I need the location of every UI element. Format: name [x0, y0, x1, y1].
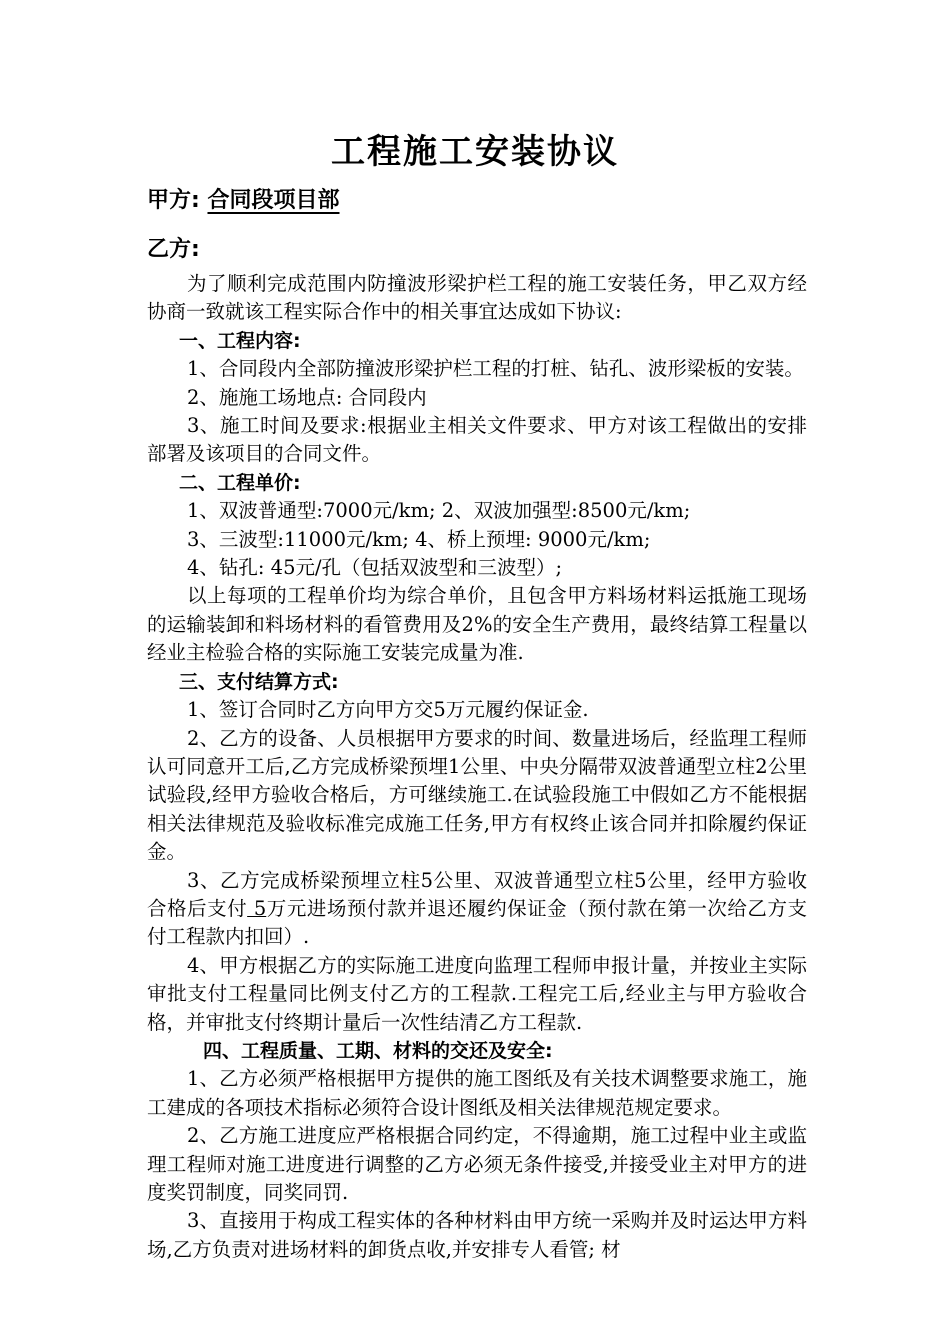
party-b-line — [147, 233, 200, 267]
intro-paragraph: 为了顺利完成范围内防撞波形梁护栏工程的施工安装任务，甲乙双方经协商一致就该工程实际合作中的相关事宜达成如下协议: — [147, 272, 807, 324]
section-2-note: 以上每项的工程单价均为综合单价，且包含甲方料场材料运抵施工现场的运输装卸和料场材料的看管费用及2%的安全生产费用，最终结算工程量以经业主检验合格的实际施工安装完成量为准. — [147, 584, 807, 665]
section-1-item-2: 2、施施工场地点: 合同段内 — [187, 385, 427, 409]
section-2-item-1: 1、双波普通型:7000元/km; 2、双波加强型:8500元/km; — [187, 499, 691, 523]
section-4-item-3: 3、直接用于构成工程实体的各种材料由甲方统一采购并及时运达甲方料场,乙方负责对进场材料的卸货点收,并安排专人看管; 材 — [147, 1209, 807, 1261]
section-2-heading: 二、工程单价: — [179, 471, 301, 494]
section-1-item-1: 1、合同段内全部防撞波形梁护栏工程的打桩、钻孔、波形梁板的安装。 — [187, 357, 804, 381]
section-1-heading: 一、工程内容: — [179, 329, 301, 352]
section-4-heading: 四、工程质量、工期、材料的交还及安全: — [203, 1039, 553, 1062]
contract-body — [147, 270, 807, 1264]
section-4-item-2: 2、乙方施工进度应严格根据合同约定，不得逾期，施工过程中业主或监理工程师对施工进度进行调整的乙方必须无条件接受,并接受业主对甲方的进度奖罚制度，同奖同罚. — [147, 1124, 807, 1204]
document-title: 工程施工安装协议 — [331, 132, 619, 172]
section-3-item-4: 4、甲方根据乙方的实际施工进度向监理工程师申报计量，并按业主实际审批支付工程量同比例支付乙方的工程款.工程完工后,经业主与甲方验收合格，并审批支付终期计量后一次性结清乙方工程款. — [147, 953, 807, 1034]
party-a-line — [147, 184, 368, 218]
party-a-value: 合同段项目部 — [207, 188, 340, 213]
section-2-item-3: 4、钻孔: 45元/孔（包括双波型和三波型）; — [187, 556, 563, 580]
section-1-item-3: 3、施工时间及要求:根据业主相关文件要求、甲方对该工程做出的安排部署及该项目的合同文件。 — [147, 414, 807, 466]
section-3-item-3-end: 万元进场预付款并退还履约保证金（预付款在第一次给乙方支付工程款内扣回）. — [147, 896, 807, 949]
section-3-item-1: 1、签订合同时乙方向甲方交5万元履约保证金. — [187, 698, 589, 722]
section-2-item-2: 3、三波型:11000元/km; 4、桥上预埋: 9000元/km; — [187, 527, 651, 551]
section-3-item-3 — [147, 867, 807, 952]
party-a-label: 甲方: — [147, 188, 200, 213]
section-4-item-1: 1、乙方必须严格根据甲方提供的施工图纸及有关技术调整要求施工，施工建成的各项技术指标必须符合设计图纸及相关法律规范规定要求。 — [147, 1067, 807, 1119]
section-3-item-2: 2、乙方的设备、人员根据甲方要求的时间、数量进场后，经监理工程师认可同意开工后,乙方完成桥梁预埋1公里、中央分隔带双波普通型立柱2公里试验段,经甲方验收合格后，方可继续施工.在试验段施工中假如乙方不能根据相关法律规范及验收标准完成施工任务,甲方有权终止该合同并扣除履约保证金。 — [147, 726, 807, 864]
section-3-heading: 三、支付结算方式: — [179, 670, 339, 693]
section-3-item-3-amount: 5 — [247, 896, 267, 920]
section-3-item-3-start: 3、乙方完成桥梁预埋立柱5公里、双波普通型立柱5公里，经甲方验收合格后支付 — [147, 868, 807, 920]
party-b-label: 乙方: — [147, 237, 200, 262]
